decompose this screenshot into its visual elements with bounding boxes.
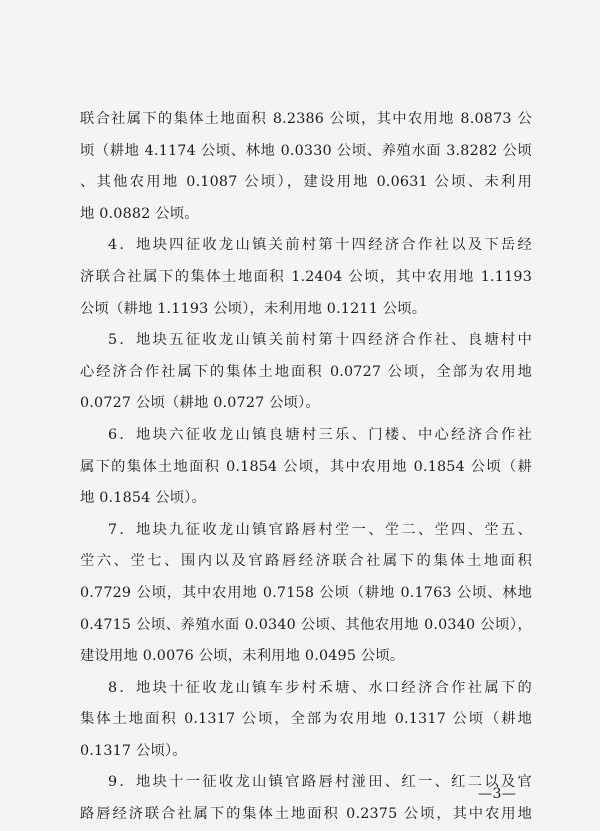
text-line: 7．地块九征收龙山镇官路唇村坣一、坣二、坣四、坣五、 — [108, 521, 532, 538]
text-line: 属下的集体土地面积 0.1854 公顷，其中农用地 0.1854 公顷（耕 — [80, 458, 532, 475]
text-line: 地 0.1854 公顷）。 — [80, 490, 207, 507]
text-line: 集体土地面积 0.1317 公顷，全部为农用地 0.1317 公顷（耕地 — [80, 711, 532, 728]
paragraph-continuation — [80, 104, 532, 230]
text-line: 济联合社属下的集体土地面积 1.2404 公顷，其中农用地 1.1193 — [80, 268, 532, 285]
text-line: 、其他农用地 0.1087 公顷），建设用地 0.0631 公顷、未利用 — [80, 174, 532, 191]
text-line: 公顷（耕地 1.1193 公顷），未利用地 0.1211 公顷。 — [80, 300, 427, 317]
paragraph-item-8 — [80, 673, 532, 768]
text-line: 0.1317 公顷）。 — [80, 742, 187, 759]
text-line: 8．地块十征收龙山镇车步村禾塘、水口经济合作社属下的 — [108, 679, 532, 696]
text-line: 心经济合作社属下的集体土地面积 0.0727 公顷，全部为农用地 — [80, 363, 532, 380]
paragraph-item-7 — [80, 515, 532, 673]
text-line: 6．地块六征收龙山镇良塘村三乐、门楼、中心经济合作社 — [108, 426, 532, 443]
text-line: 路唇经济联合社属下的集体土地面积 0.2375 公顷，其中农用地 — [80, 806, 532, 823]
text-line: 4．地块四征收龙山镇关前村第十四经济合作社以及下岳经 — [108, 237, 532, 254]
text-line: 5．地块五征收龙山镇关前村第十四经济合作社、良塘村中 — [108, 332, 532, 349]
text-line: 9．地块十一征收龙山镇官路唇村湴田、红一、红二以及官 — [108, 774, 532, 791]
text-line: 地 0.0882 公顷。 — [80, 205, 199, 222]
text-line: 建设用地 0.0076 公顷，未利用地 0.0495 公顷。 — [80, 648, 405, 665]
page-number: —3— — [478, 786, 517, 802]
document-body — [80, 104, 532, 831]
text-line: 0.4715 公顷、养殖水面 0.0340 公顷、其他农用地 0.0340 公顷）， — [80, 616, 532, 633]
text-line: 0.0727 公顷（耕地 0.0727 公顷）。 — [80, 395, 321, 412]
paragraph-item-9 — [80, 767, 532, 830]
text-line: 顷（耕地 4.1174 公顷、林地 0.0330 公顷、养殖水面 3.8282 公顷 — [80, 142, 532, 159]
paragraph-item-6 — [80, 420, 532, 515]
paragraph-item-5 — [80, 325, 532, 420]
text-line: 坣六、坣七、围内以及官路唇经济联合社属下的集体土地面积 — [80, 553, 532, 570]
paragraph-item-4 — [80, 230, 532, 325]
text-line: 0.7729 公顷，其中农用地 0.7158 公顷（耕地 0.1763 公顷、林地 — [80, 584, 532, 601]
text-line: 联合社属下的集体土地面积 8.2386 公顷，其中农用地 8.0873 公 — [80, 111, 532, 127]
